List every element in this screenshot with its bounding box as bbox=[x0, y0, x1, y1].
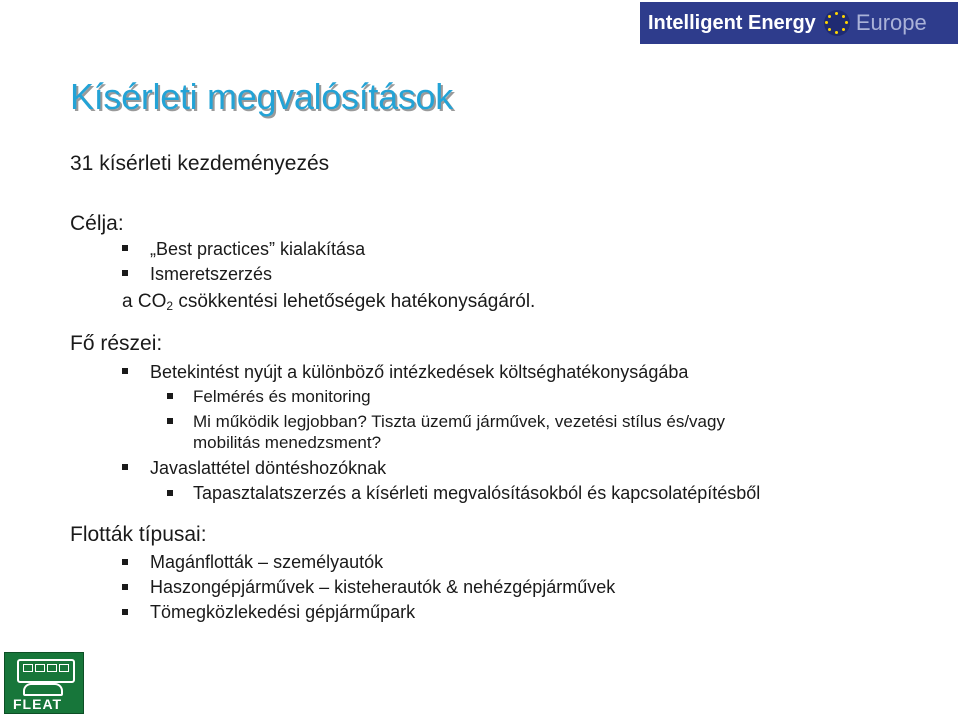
fleat-logo bbox=[4, 652, 84, 714]
goal-continuation-suffix: csökkentési lehetőségek hatékonyságáról. bbox=[173, 291, 536, 312]
intro-line: 31 kísérleti kezdeményezés bbox=[70, 152, 330, 175]
logo-region: Europe bbox=[855, 10, 927, 35]
fleet-type-item: Magánflották – személyautók bbox=[150, 552, 384, 572]
square-bullet-icon bbox=[122, 464, 128, 470]
page-title: Kísérleti megvalósítások bbox=[70, 76, 453, 117]
square-bullet-icon bbox=[122, 270, 128, 276]
eu-stars-icon bbox=[824, 10, 850, 36]
square-bullet-icon bbox=[167, 490, 173, 496]
square-bullet-icon bbox=[122, 245, 128, 251]
fleet-type-item: Haszongépjárművek – kisteherautók & nehézgépjárművek bbox=[150, 577, 616, 597]
fleet-type-item: Tömegközlekedési gépjárműpark bbox=[150, 602, 416, 622]
square-bullet-icon bbox=[167, 393, 173, 399]
goal-continuation-prefix: a CO bbox=[122, 291, 167, 312]
intelligent-energy-europe-logo bbox=[640, 2, 958, 44]
parts-subitem: Felmérés és monitoring bbox=[193, 387, 371, 406]
goal-heading: Célja: bbox=[70, 212, 124, 235]
square-bullet-icon bbox=[122, 559, 128, 565]
parts-heading: Fő részei: bbox=[70, 332, 163, 355]
bus-icon bbox=[17, 659, 75, 683]
square-bullet-icon bbox=[122, 368, 128, 374]
parts-item: Betekintést nyújt a különböző intézkedések költséghatékonyságába bbox=[150, 362, 689, 382]
subscript-2: 2 bbox=[166, 299, 174, 313]
fleet-types-heading: Flották típusai: bbox=[70, 523, 207, 546]
parts-subitem: Tapasztalatszerzés a kísérleti megvalósításokból és kapcsolatépítésből bbox=[193, 483, 761, 503]
parts-subitem-wrap: mobilitás menedzsment? bbox=[193, 433, 382, 452]
goal-item: Ismeretszerzés bbox=[150, 264, 273, 284]
car-icon bbox=[23, 683, 63, 696]
square-bullet-icon bbox=[122, 609, 128, 615]
square-bullet-icon bbox=[122, 584, 128, 590]
goal-item: „Best practices” kialakítása bbox=[150, 239, 366, 259]
goal-continuation bbox=[122, 291, 535, 313]
parts-subitem: Mi működik legjobban? Tiszta üzemű járművek, vezetési stílus és/vagy bbox=[193, 412, 725, 431]
logo-text: Intelligent Energy bbox=[648, 11, 816, 34]
square-bullet-icon bbox=[167, 418, 173, 424]
parts-item: Javaslattétel döntéshozóknak bbox=[150, 458, 387, 478]
fleat-wordmark: FLEAT bbox=[13, 696, 63, 712]
